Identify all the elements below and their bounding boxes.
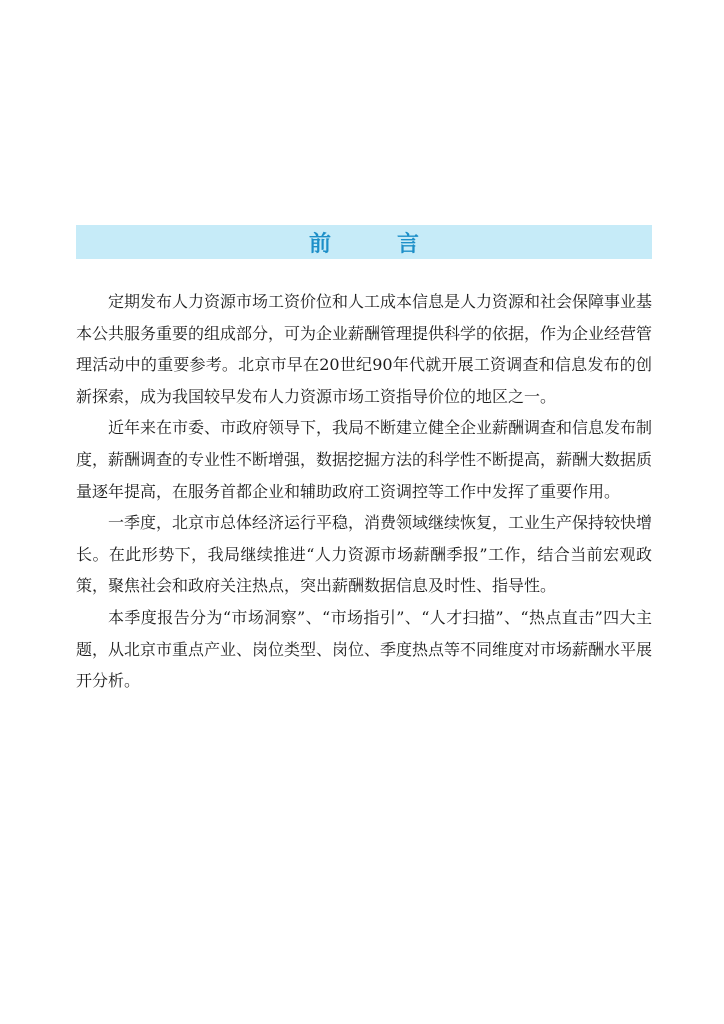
paragraph-3: 一季度，北京市总体经济运行平稳，消费领域继续恢复，工业生产保持较快增长。在此形势下，我局继续推进“人力资源市场薪酬季报”工作，结合当前宏观政策，聚焦社会和政府关注热点，突出薪酬数据信息及时性、指导性。 — [76, 513, 653, 596]
page-title: 前 言 — [308, 231, 441, 257]
preface-title-bar — [76, 225, 652, 259]
paragraph-4: 本季度报告分为“市场洞察”、“市场指引”、“人才扫描”、“热点直击”四大主题，从北京市重点产业、岗位类型、岗位、季度热点等不同维度对市场薪酬水平展开分析。 — [76, 607, 653, 691]
paragraph-1: 定期发布人力资源市场工资价位和人工成本信息是人力资源和社会保障事业基本公共服务重要的组成部分，可为企业薪酬管理提供科学的依据，作为企业经营管理活动中的重要参考。北京市早在20世纪90年代就开展工资调查和信息发布的创新探索，成为我国较早发布人力资源市场工资指导价位的地区之一。 — [76, 292, 653, 406]
paragraph-2: 近年来在市委、市政府领导下，我局不断建立健全企业薪酬调查和信息发布制度，薪酬调查的专业性不断增强，数据挖掘方法的科学性不断提高，薪酬大数据质量逐年提高，在服务首都企业和辅助政府工资调控等工作中发挥了重要作用。 — [76, 418, 653, 501]
preface-body — [76, 286, 652, 697]
